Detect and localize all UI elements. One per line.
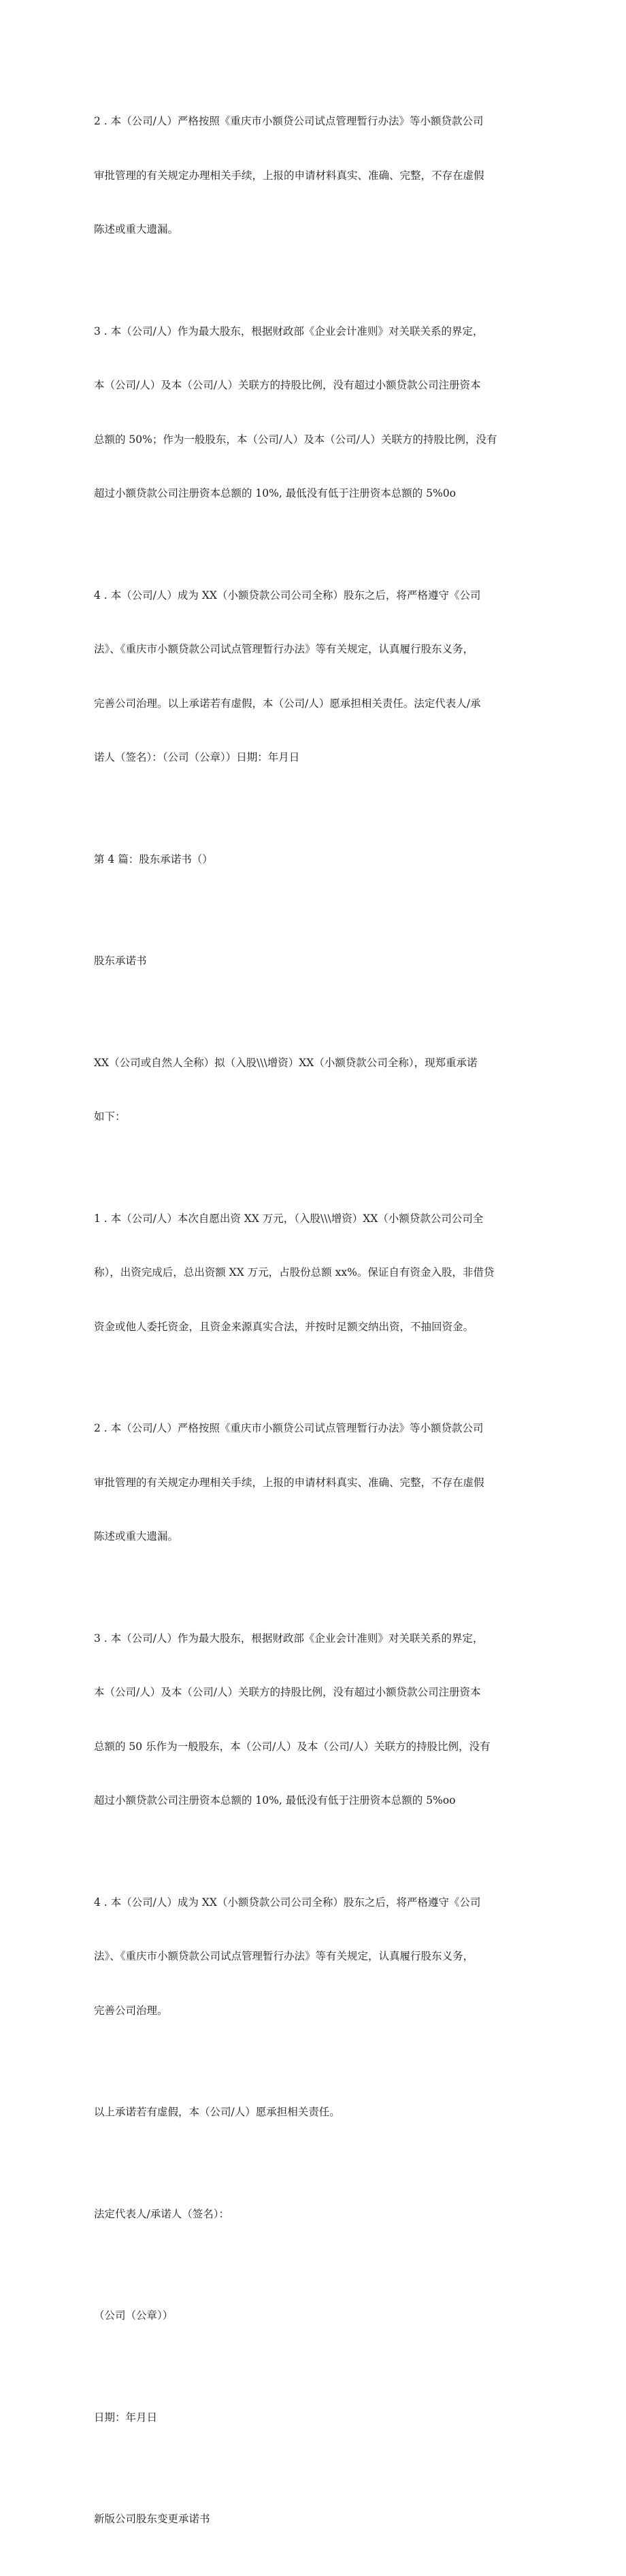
text-line: 总额的 50 乐作为一般股东，本（公司/人）及本（公司/人）关联方的持股比例，没有	[94, 1740, 491, 1753]
text-line: 3 . 本（公司/人）作为最大股东，根据财政部《企业会计准则》对关联关系的界定，	[94, 325, 484, 337]
text-line: 审批管理的有关规定办理相关手续，上报的申请材料真实、准确、完整，不存在虚假	[94, 1476, 484, 1489]
paragraph-item-4-obligations	[94, 1857, 536, 2056]
text-line: 以上承诺若有虚假，本（公司/人）愿承担相关责任。	[94, 2106, 340, 2118]
seal-line	[94, 2270, 536, 2361]
text-line: 超过小额贷款公司注册资本总额的 10%, 最低没有低于注册资本总额的 5%oo	[94, 1794, 456, 1806]
text-line: 第 4 篇：股东承诺书（）	[94, 853, 213, 865]
text-line: 总额的 50%；作为一般股东，本（公司/人）及本（公司/人）关联方的持股比例，没有	[94, 433, 497, 446]
text-line: 审批管理的有关规定办理相关手续，上报的申请材料真实、准确、完整，不存在虚假	[94, 169, 484, 182]
paragraph-item-1-capital	[94, 1174, 536, 1372]
text-line: 日期：年月日	[94, 2411, 158, 2424]
paragraph-item-2-approval	[94, 76, 536, 275]
next-section-title	[94, 2474, 536, 2564]
text-line: 资金或他人委托资金，且资金来源真实合法，并按时足额交纳出资，不抽回资金。	[94, 1320, 474, 1333]
text-line: 新版公司股东变更承诺书	[94, 2513, 210, 2525]
section-heading	[94, 814, 536, 905]
paragraph-item-4-obligations	[94, 550, 536, 803]
paragraph-liability	[94, 2067, 536, 2158]
text-line: 1 . 本（公司/人）本次自愿出资 XX 万元，（入股\\\增资）XX（小额贷款公司公司全	[94, 1212, 484, 1225]
signature-line	[94, 2169, 536, 2260]
text-line: 法》、《重庆市小额贷款公司试点管理暂行办法》等有关规定，认真履行股东义务，	[94, 1950, 474, 1962]
text-line: 法》、《重庆市小额贷款公司试点管理暂行办法》等有关规定，认真履行股东义务，	[94, 643, 474, 655]
text-line: 超过小额贷款公司注册资本总额的 10%, 最低没有低于注册资本总额的 5%0o	[94, 487, 456, 499]
text-line: 完善公司治理。以上承诺若有虚假，本（公司/人）愿承担相关责任。法定代表人/承	[94, 697, 481, 710]
text-line: 陈述或重大遗漏。	[94, 223, 179, 235]
paragraph-item-3-shareholding	[94, 1594, 536, 1846]
text-line: XX（公司或自然人全称）拟（入股\\\增资）XX（小额贷款公司全称），现郑重承诺	[94, 1056, 478, 1069]
text-line: 法定代表人/承诺人（签名）：	[94, 2207, 229, 2220]
document-page	[94, 76, 536, 2576]
text-line: 2 . 本（公司/人）严格按照《重庆市小额贷公司试点管理暂行办法》等小额贷款公司	[94, 115, 484, 127]
text-line: 陈述或重大遗漏。	[94, 1530, 179, 1542]
text-line: 如下：	[94, 1110, 126, 1123]
text-line: 本（公司/人）及本（公司/人）关联方的持股比例，没有超过小额贷款公司注册资本	[94, 1686, 481, 1698]
text-line: 2 . 本（公司/人）严格按照《重庆市小额贷公司试点管理暂行办法》等小额贷款公司	[94, 1422, 484, 1434]
text-line: 股东承诺书	[94, 955, 147, 967]
text-line: 3 . 本（公司/人）作为最大股东，根据财政部《企业会计准则》对关联关系的界定，	[94, 1632, 484, 1645]
document-title	[94, 916, 536, 1006]
text-line: 称），出资完成后，总出资额 XX 万元，占股份总额 xx%。保证自有资金入股，非借贷	[94, 1266, 495, 1278]
text-line: 4 . 本（公司/人）成为 XX（小额贷款公司公司全称）股东之后，将严格遵守《公司	[94, 1896, 481, 1909]
text-line: 本（公司/人）及本（公司/人）关联方的持股比例，没有超过小额贷款公司注册资本	[94, 379, 481, 391]
paragraph-item-3-shareholding	[94, 286, 536, 539]
text-line: （公司（公章））	[94, 2309, 174, 2322]
paragraph-intro	[94, 1018, 536, 1162]
paragraph-item-2-approval	[94, 1383, 536, 1582]
text-line: 完善公司治理。	[94, 2004, 168, 2017]
text-line: 4 . 本（公司/人）成为 XX（小额贷款公司公司全称）股东之后，将严格遵守《公司	[94, 589, 481, 601]
date-line	[94, 2373, 536, 2463]
text-line: 诺人（签名）：（公司（公章））日期：年月日	[94, 751, 300, 763]
